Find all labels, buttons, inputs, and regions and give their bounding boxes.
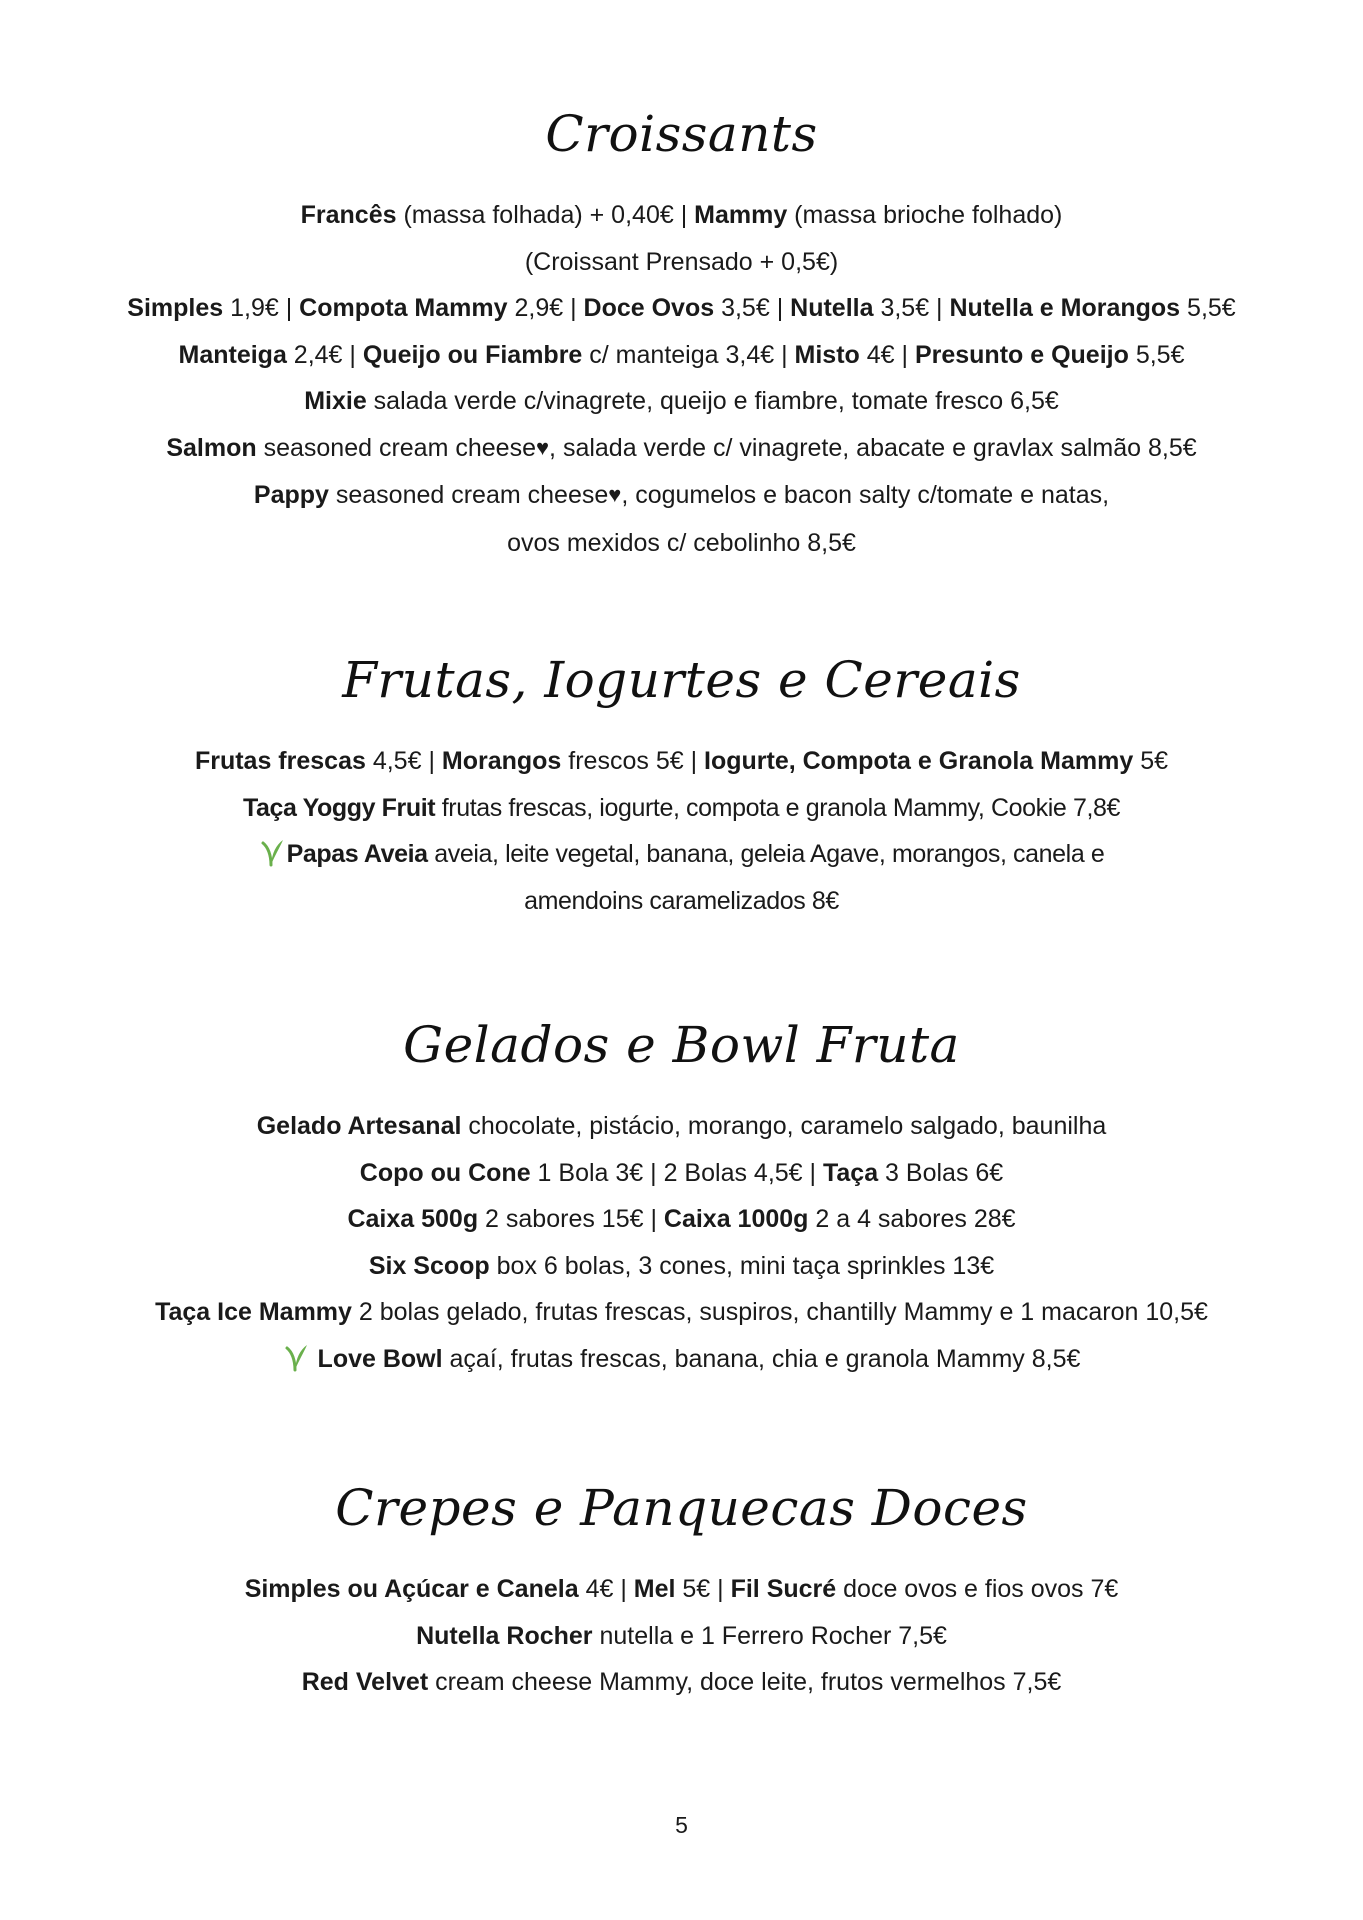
item-name: Red Velvet	[301, 1668, 429, 1696]
item-name: Mel	[633, 1575, 676, 1603]
section-title-gelados: Gelados e Bowl Fruta	[403, 1016, 960, 1074]
section-title-croissants: Croissants	[545, 105, 818, 163]
menu-line	[0, 1336, 1363, 1383]
item-desc: seasoned cream cheese	[256, 433, 536, 462]
page-number: 5	[675, 1812, 688, 1838]
heart-icon: ♥	[608, 482, 622, 507]
crepes-items	[0, 1566, 1363, 1706]
section-crepes	[0, 1478, 1363, 1706]
item-desc: 1 Bola 3€ | 2 Bolas 4,5€ |	[530, 1158, 823, 1187]
vegan-leaf-icon	[259, 836, 285, 866]
item-name: Simples	[127, 294, 224, 322]
item-name: Caixa 1000g	[663, 1205, 809, 1233]
heart-icon: ♥	[535, 434, 550, 460]
item-desc: 2 bolas gelado, frutas frescas, suspiros, chantilly Mammy e 1 macaron 10,5€	[351, 1298, 1208, 1326]
section-title-crepes: Crepes e Panquecas Doces	[335, 1479, 1028, 1537]
item-desc: amendoins caramelizados 8€	[524, 886, 839, 915]
item-name: Francês	[300, 201, 397, 229]
vegan-leaf-icon	[283, 1341, 309, 1371]
gelados-items	[0, 1103, 1363, 1382]
item-name: Manteiga	[178, 340, 287, 369]
item-name: Iogurte, Compota e Granola Mammy	[704, 747, 1134, 775]
item-desc: nutella e 1 Ferrero Rocher 7,5€	[592, 1621, 947, 1650]
section-frutas	[0, 650, 1363, 924]
item-name: Taça Yoggy Fruit	[242, 793, 436, 822]
menu-line	[0, 1566, 1363, 1613]
item-desc: açaí, frutas frescas, banana, chia e granola Mammy 8,5€	[442, 1344, 1081, 1373]
item-price: 5€	[1133, 747, 1169, 775]
item-desc: 2 sabores 15€ |	[478, 1205, 664, 1233]
item-desc: , salada verde c/ vinagrete, abacate e gravlax salmão 8,5€	[549, 433, 1197, 462]
menu-line	[0, 378, 1363, 425]
item-name: Fil Sucré	[730, 1575, 837, 1603]
item-price: 5,5€	[1180, 294, 1236, 322]
item-price: 1,9€ |	[223, 294, 300, 322]
menu-line	[0, 1613, 1363, 1660]
item-name: Nutella e Morangos	[949, 294, 1181, 322]
item-desc: box 6 bolas, 3 cones, mini taça sprinkles 13€	[489, 1251, 995, 1280]
menu-line	[0, 785, 1363, 832]
item-name: Nutella Rocher	[416, 1621, 593, 1650]
item-price: 2,9€ |	[507, 294, 584, 322]
item-name: Compota Mammy	[299, 294, 508, 322]
item-desc: seasoned cream cheese	[328, 481, 609, 509]
item-desc: 2 a 4 sabores 28€	[808, 1205, 1016, 1233]
item-price: 4,5€ |	[365, 747, 442, 775]
item-price: 3,5€ |	[714, 294, 791, 322]
item-name: Doce Ovos	[583, 294, 715, 322]
item-price: 5,5€	[1128, 340, 1185, 369]
menu-line	[0, 520, 1363, 567]
item-name: Mixie	[304, 387, 367, 415]
menu-line	[0, 332, 1363, 379]
menu-line	[0, 1196, 1363, 1243]
item-name: Presunto e Queijo	[914, 340, 1129, 369]
item-desc: aveia, leite vegetal, banana, geleia Agave, morangos, canela e	[427, 840, 1105, 868]
item-name: Simples ou Açúcar e Canela	[244, 1575, 579, 1603]
menu-line	[0, 738, 1363, 785]
menu-line	[0, 878, 1363, 925]
item-name: Taça	[822, 1158, 879, 1187]
item-price: 5€ |	[675, 1575, 731, 1603]
frutas-items	[0, 738, 1363, 924]
item-desc: chocolate, pistácio, morango, caramelo salgado, baunilha	[461, 1112, 1107, 1140]
menu-line	[0, 1103, 1363, 1150]
item-name: Gelado Artesanal	[256, 1112, 462, 1140]
item-price: 4€ |	[578, 1575, 634, 1603]
item-desc: frutas frescas, iogurte, compota e granola Mammy, Cookie 7,8€	[435, 793, 1121, 822]
item-name: Misto	[794, 340, 860, 369]
menu-line	[0, 192, 1363, 239]
item-desc: ovos mexidos c/ cebolinho 8,5€	[507, 528, 856, 557]
item-name: Queijo ou Fiambre	[362, 340, 583, 369]
item-desc: cream cheese Mammy, doce leite, frutos vermelhos 7,5€	[428, 1668, 1062, 1696]
section-croissants	[0, 104, 1363, 566]
item-name: Papas Aveia	[286, 840, 428, 868]
item-name: Copo ou Cone	[359, 1158, 531, 1187]
item-name: Morangos	[441, 747, 562, 775]
menu-line	[0, 1150, 1363, 1197]
item-name: Love Bowl	[317, 1344, 443, 1373]
menu-line	[0, 831, 1363, 878]
item-name: Pappy	[253, 481, 329, 509]
item-price: c/ manteiga 3,4€ |	[582, 340, 795, 369]
item-name: Mammy	[694, 201, 788, 229]
croissants-items	[0, 192, 1363, 566]
item-name: Frutas frescas	[194, 747, 366, 775]
item-name: Taça Ice Mammy	[155, 1298, 352, 1326]
item-price: 3,5€ |	[873, 294, 950, 322]
item-desc: 3 Bolas 6€	[878, 1158, 1004, 1187]
item-desc: (massa brioche folhado)	[787, 201, 1063, 229]
menu-line	[0, 1289, 1363, 1336]
item-price: 4€ |	[859, 340, 915, 369]
item-name: Nutella	[790, 294, 874, 322]
menu-line	[0, 239, 1363, 286]
menu-line	[0, 425, 1363, 473]
item-desc: doce ovos e fios ovos 7€	[836, 1575, 1119, 1603]
item-desc: (massa folhada) + 0,40€ |	[396, 201, 695, 229]
item-desc: , cogumelos e bacon salty c/tomate e natas,	[621, 481, 1110, 509]
menu-line	[0, 1243, 1363, 1290]
item-name: Salmon	[166, 433, 257, 462]
item-name: Caixa 500g	[347, 1205, 479, 1233]
item-name: Six Scoop	[368, 1251, 490, 1280]
section-title-frutas: Frutas, Iogurtes e Cereais	[342, 651, 1021, 709]
menu-line	[0, 1659, 1363, 1706]
item-desc: (Croissant Prensado + 0,5€)	[524, 247, 839, 276]
item-price: frescos 5€ |	[561, 747, 705, 775]
item-desc: salada verde c/vinagrete, queijo e fiambre, tomate fresco 6,5€	[366, 387, 1059, 415]
item-price: 2,4€ |	[286, 340, 363, 369]
menu-line	[0, 285, 1363, 332]
section-gelados	[0, 1015, 1363, 1382]
menu-line	[0, 472, 1363, 520]
